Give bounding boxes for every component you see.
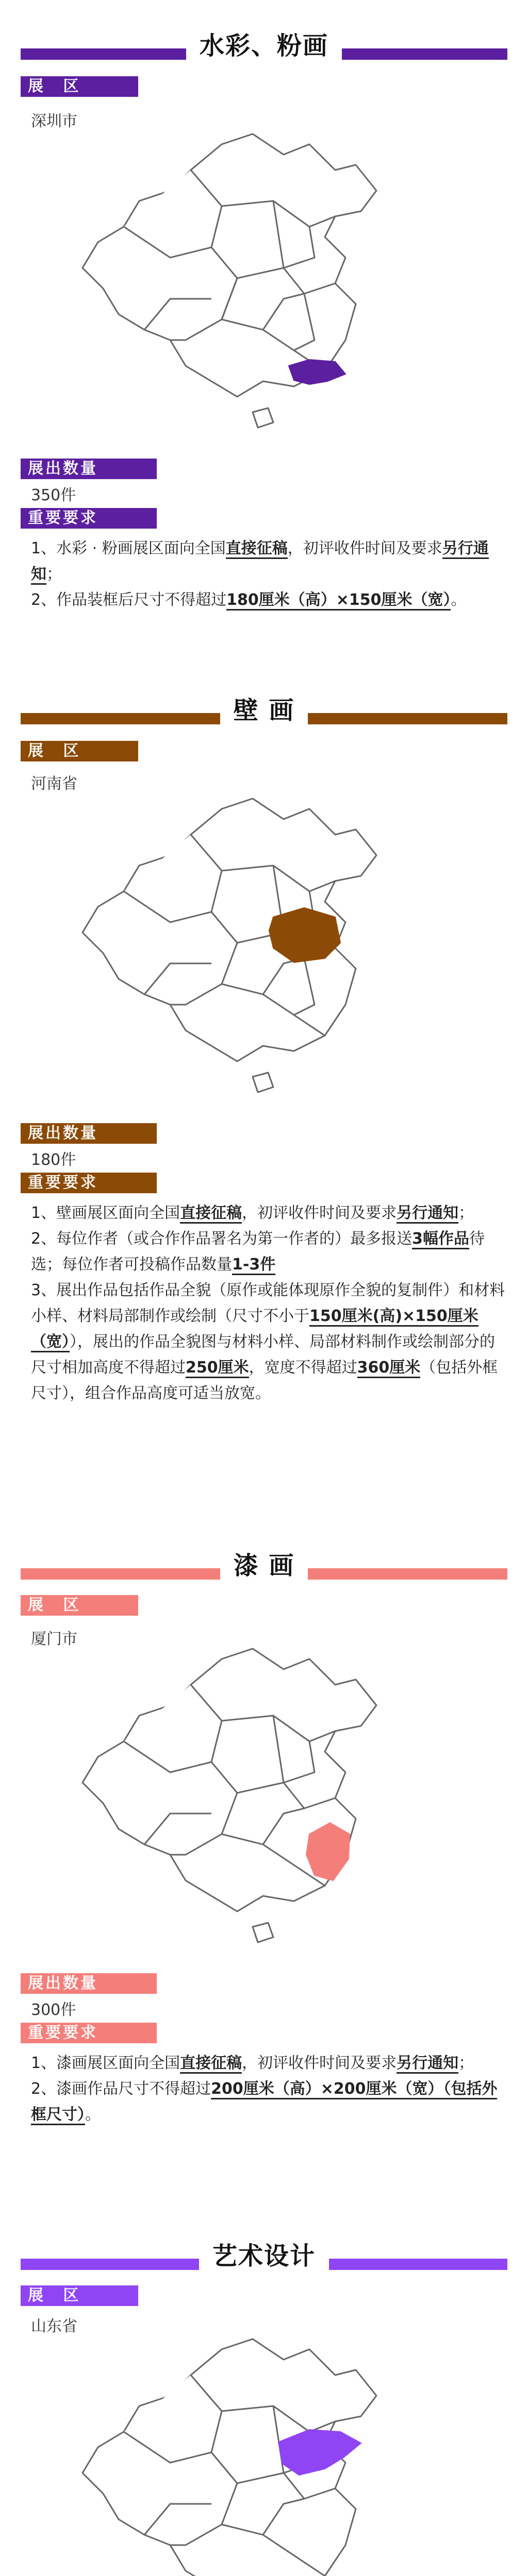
china-map	[67, 124, 418, 433]
china-outline	[82, 134, 376, 397]
requirement-text-run: 1、漆画展区面向全国	[31, 2054, 180, 2072]
requirement-text-run: ，宽度不得超过	[249, 1359, 357, 1377]
requirement-item	[31, 536, 507, 587]
section-title-bar	[21, 2236, 507, 2272]
requirement-emphasis: 直接征稿	[180, 2054, 242, 2074]
requirement-text-run: 2、作品装框后尺寸不得超过	[31, 591, 227, 609]
section-title-bar	[21, 26, 507, 62]
venue-value: 河南省	[31, 775, 77, 793]
requirement-text-run: （包括外框尺寸），组合作品高度可适当放宽。	[31, 1359, 498, 1402]
requirement-emphasis: 180厘米（高）×150厘米（宽）	[226, 591, 451, 611]
requirements-label: 重要要求	[21, 2023, 157, 2043]
requirement-text-run: 。	[85, 2106, 101, 2124]
requirement-text-run: ，初评收件时间及要求	[287, 539, 442, 557]
requirement-emphasis: 360厘米	[357, 1359, 421, 1378]
venue-label: 展 区	[21, 76, 138, 97]
requirement-item	[31, 2076, 507, 2128]
count-label: 展出数量	[21, 1973, 157, 1994]
requirements-text	[31, 536, 507, 613]
count-label: 展出数量	[21, 1123, 157, 1144]
requirement-emphasis: 另行通知	[397, 1204, 458, 1224]
requirements-text	[31, 1200, 507, 1406]
requirement-emphasis: 1-3件	[232, 1256, 275, 1275]
count-value: 180件	[31, 1151, 76, 1169]
requirement-text-run: 1、壁画展区面向全国	[31, 1204, 180, 1222]
section-mural	[0, 670, 528, 1443]
venue-label: 展 区	[21, 741, 138, 761]
requirement-text-run: ；	[46, 565, 62, 583]
requirement-text-run: 2、漆画作品尺寸不得超过	[31, 2080, 211, 2098]
requirement-item	[31, 587, 507, 613]
requirement-text-run: ；	[458, 2054, 474, 2072]
requirement-emphasis: 250厘米	[186, 1359, 249, 1378]
requirement-text-run: ），展出的作品全貌图与材料小样、局部材料制作或绘制部分的尺寸相加高度不得超过	[31, 1333, 495, 1377]
requirement-item	[31, 1200, 507, 1226]
china-map	[67, 1638, 418, 1947]
requirement-text-run: 3、展出作品包括作品全貌（原作或能体现原作全貌的复制件）和材料小样、材料局部制作或绘制（尺寸不小于	[31, 1281, 505, 1325]
requirement-text-run: 待选；每位作者可投稿作品数量	[31, 1230, 485, 1274]
section-title-bar	[21, 1546, 507, 1582]
requirement-emphasis: 3幅作品	[412, 1230, 469, 1249]
venue-value: 山东省	[31, 2317, 77, 2335]
count-value: 300件	[31, 2001, 76, 2019]
venue-value: 厦门市	[31, 1630, 77, 1648]
requirements-label: 重要要求	[21, 1173, 157, 1193]
requirement-emphasis: 另行通知	[31, 539, 489, 585]
requirement-emphasis: 另行通知	[397, 2054, 458, 2074]
requirement-text-run: 1、水彩 · 粉画展区面向全国	[31, 539, 226, 557]
requirement-emphasis: 150厘米(高)×150厘米（宽）	[31, 1307, 478, 1352]
requirement-text-run: ，初评收件时间及要求	[242, 2054, 397, 2072]
requirement-item	[31, 1226, 507, 1278]
china-map	[67, 2329, 418, 2576]
hainan	[253, 1923, 273, 1942]
requirement-emphasis: 直接征稿	[180, 1204, 242, 1224]
section-title: 水彩、粉画	[186, 31, 342, 60]
section-art-design	[0, 2236, 528, 2576]
requirement-text-run: ，初评收件时间及要求	[242, 1204, 397, 1222]
highlight-region	[289, 360, 345, 384]
requirements-text	[31, 2050, 507, 2128]
requirement-text-run: 2、每位作者（或合作作品署名为第一作者的）最多报送	[31, 1230, 412, 1248]
requirements-label: 重要要求	[21, 508, 157, 529]
china-map	[67, 788, 418, 1097]
requirement-item	[31, 1278, 507, 1406]
requirement-emphasis: 直接征稿	[226, 539, 288, 559]
venue-label: 展 区	[21, 1595, 138, 1616]
requirement-text-run: 。	[451, 591, 467, 609]
section-lacquer	[0, 1546, 528, 2124]
requirement-emphasis: 200厘米（高）×200厘米（宽）（包括外框尺寸）	[31, 2080, 497, 2125]
section-title: 漆 画	[220, 1551, 308, 1580]
count-value: 350件	[31, 486, 76, 504]
section-title: 壁 画	[220, 696, 308, 725]
count-label: 展出数量	[21, 459, 157, 479]
venue-value: 深圳市	[31, 112, 77, 130]
hainan	[253, 1073, 273, 1092]
section-title: 艺术设计	[199, 2242, 329, 2270]
requirement-text-run: ；	[458, 1204, 474, 1222]
hainan	[253, 408, 273, 428]
venue-label: 展 区	[21, 2285, 138, 2306]
section-watercolor	[0, 21, 528, 639]
section-title-bar	[21, 690, 507, 726]
requirement-item	[31, 2050, 507, 2076]
